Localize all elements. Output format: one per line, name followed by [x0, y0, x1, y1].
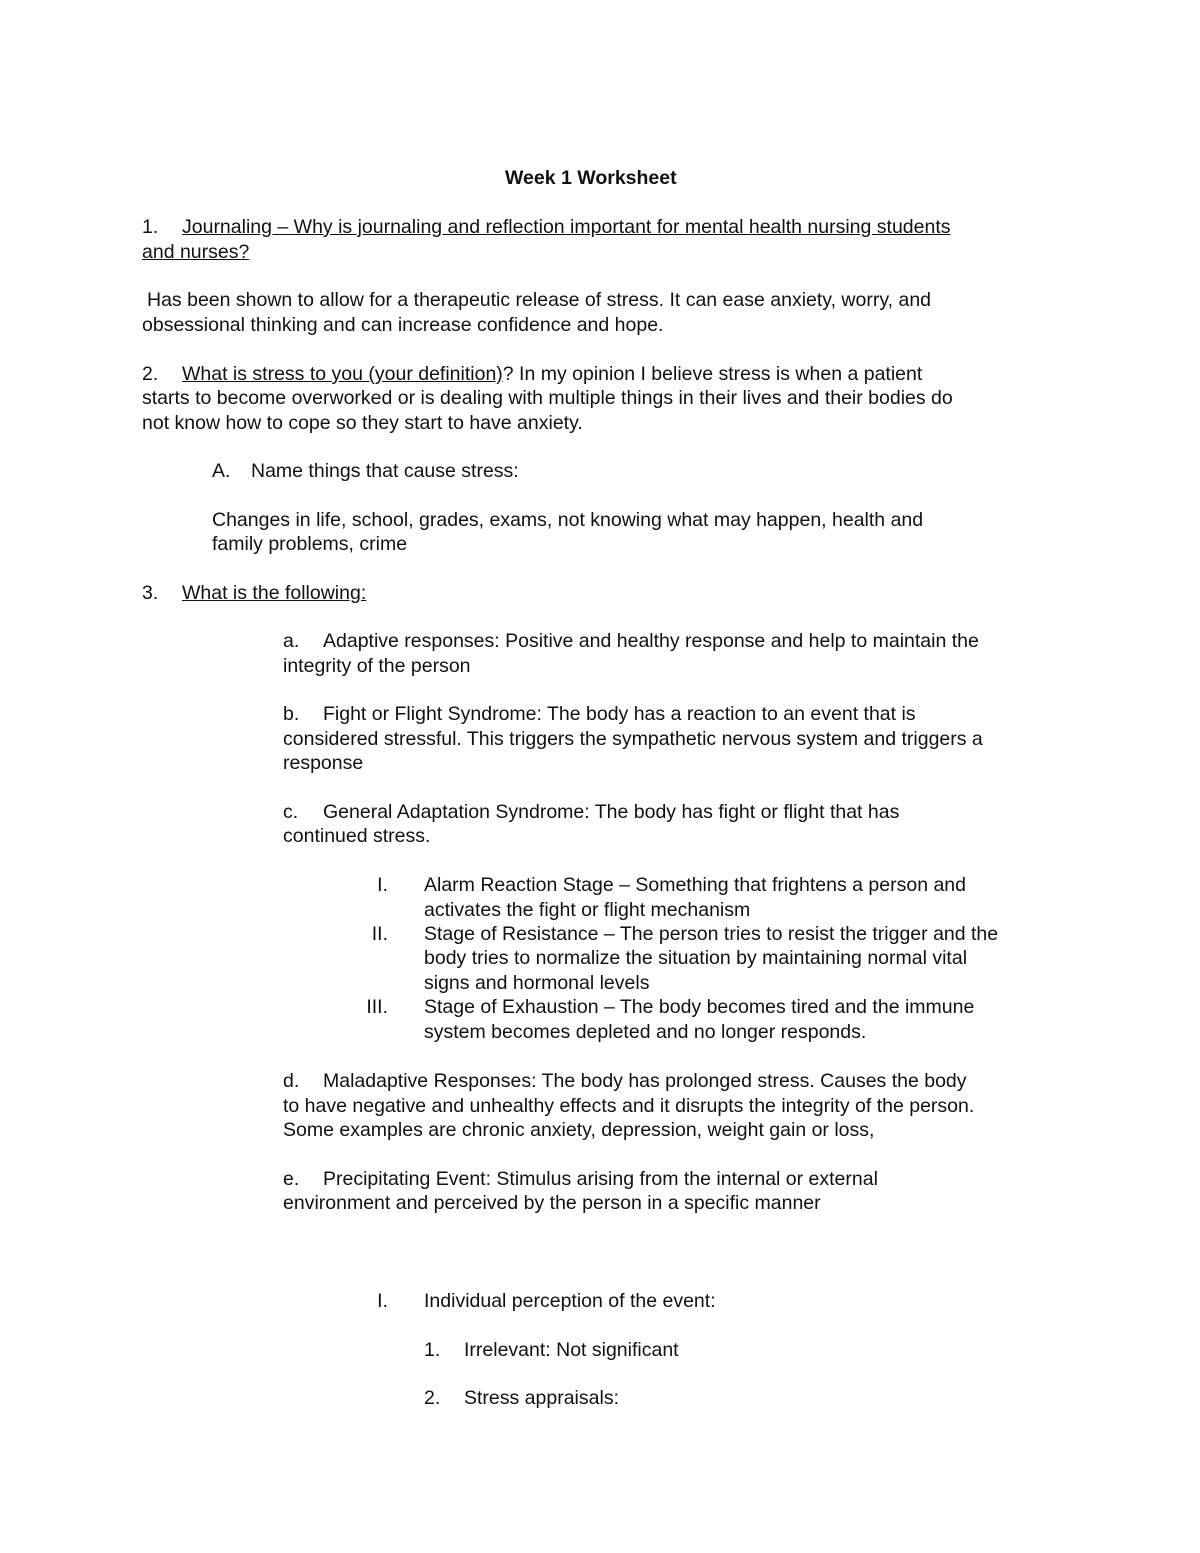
answer-1-line1: Has been shown to allow for a therapeutic release of stress. It can ease anxiety, worry, and — [147, 289, 932, 311]
item-e-line2: environment and perceived by the person in a specific manner — [283, 1192, 821, 1214]
stage-1-line2: activates the fight or flight mechanism — [424, 899, 751, 921]
stage-1-line1: Alarm Reaction Stage – Something that frightens a person and — [424, 874, 966, 896]
item-b-label: b. — [283, 703, 300, 725]
item-d-line2: to have negative and unhealthy effects and it disrupts the integrity of the person. — [283, 1095, 975, 1117]
page-title: Week 1 Worksheet — [505, 167, 677, 189]
stage-3-numeral: III. — [366, 996, 388, 1018]
item-e-label: e. — [283, 1168, 300, 1190]
question-3-text: What is the following: — [182, 582, 367, 604]
perception-text: Individual perception of the event: — [424, 1290, 716, 1312]
stage-3-line1: Stage of Exhaustion – The body becomes tired and the immune — [424, 996, 975, 1018]
question-3-number: 3. — [142, 582, 159, 604]
question-1-text-line1: Journaling – Why is journaling and reflection important for mental health nursing students — [182, 216, 951, 238]
stage-3-line2: system becomes depleted and no longer responds. — [424, 1021, 867, 1043]
perception-item-2-number: 2. — [424, 1387, 441, 1409]
answer-2-line1: ? In my opinion I believe stress is when a patient — [502, 363, 923, 385]
item-a-label: a. — [283, 630, 300, 652]
stage-1-numeral: I. — [377, 874, 388, 896]
item-b-line3: response — [283, 752, 364, 774]
answer-2-line2: starts to become overworked or is dealing with multiple things in their lives and their bodies do — [142, 387, 953, 409]
item-d-line3: Some examples are chronic anxiety, depression, weight gain or loss, — [283, 1119, 875, 1141]
answer-2-line3: not know how to cope so they start to have anxiety. — [142, 412, 583, 434]
perception-item-2-text: Stress appraisals: — [464, 1387, 619, 1409]
stage-2-line1: Stage of Resistance – The person tries to resist the trigger and the — [424, 923, 999, 945]
question-2-text: What is stress to you (your definition) — [182, 363, 503, 385]
answer-2a-line1: Changes in life, school, grades, exams, not knowing what may happen, health and — [212, 509, 924, 531]
stage-2-line3: signs and hormonal levels — [424, 972, 650, 994]
question-2a-label: A. — [212, 460, 231, 482]
item-a-line1: Adaptive responses: Positive and healthy response and help to maintain the — [323, 630, 979, 652]
item-e-line1: Precipitating Event: Stimulus arising from the internal or external — [323, 1168, 878, 1190]
stage-2-line2: body tries to normalize the situation by maintaining normal vital — [424, 947, 968, 969]
perception-item-1-text: Irrelevant: Not significant — [464, 1339, 679, 1361]
item-b-line1: Fight or Flight Syndrome: The body has a reaction to an event that is — [323, 703, 916, 725]
item-c-label: c. — [283, 801, 299, 823]
answer-2a-line2: family problems, crime — [212, 533, 408, 555]
question-2-number: 2. — [142, 363, 159, 385]
perception-item-1-number: 1. — [424, 1339, 441, 1361]
item-a-line2: integrity of the person — [283, 655, 471, 677]
item-c-line2: continued stress. — [283, 825, 431, 847]
answer-1-line2: obsessional thinking and can increase confidence and hope. — [142, 314, 664, 336]
perception-numeral: I. — [377, 1290, 388, 1312]
question-1-text-line2: and nurses? — [142, 241, 250, 263]
item-d-line1: Maladaptive Responses: The body has prolonged stress. Causes the body — [323, 1070, 967, 1092]
item-c-line1: General Adaptation Syndrome: The body has fight or flight that has — [323, 801, 900, 823]
question-2-line1 — [182, 362, 922, 386]
question-1-number: 1. — [142, 216, 159, 238]
stage-2-numeral: II. — [371, 923, 388, 945]
question-2a-text: Name things that cause stress: — [251, 460, 519, 482]
item-b-line2: considered stressful. This triggers the sympathetic nervous system and triggers a — [283, 728, 983, 750]
item-d-label: d. — [283, 1070, 300, 1092]
